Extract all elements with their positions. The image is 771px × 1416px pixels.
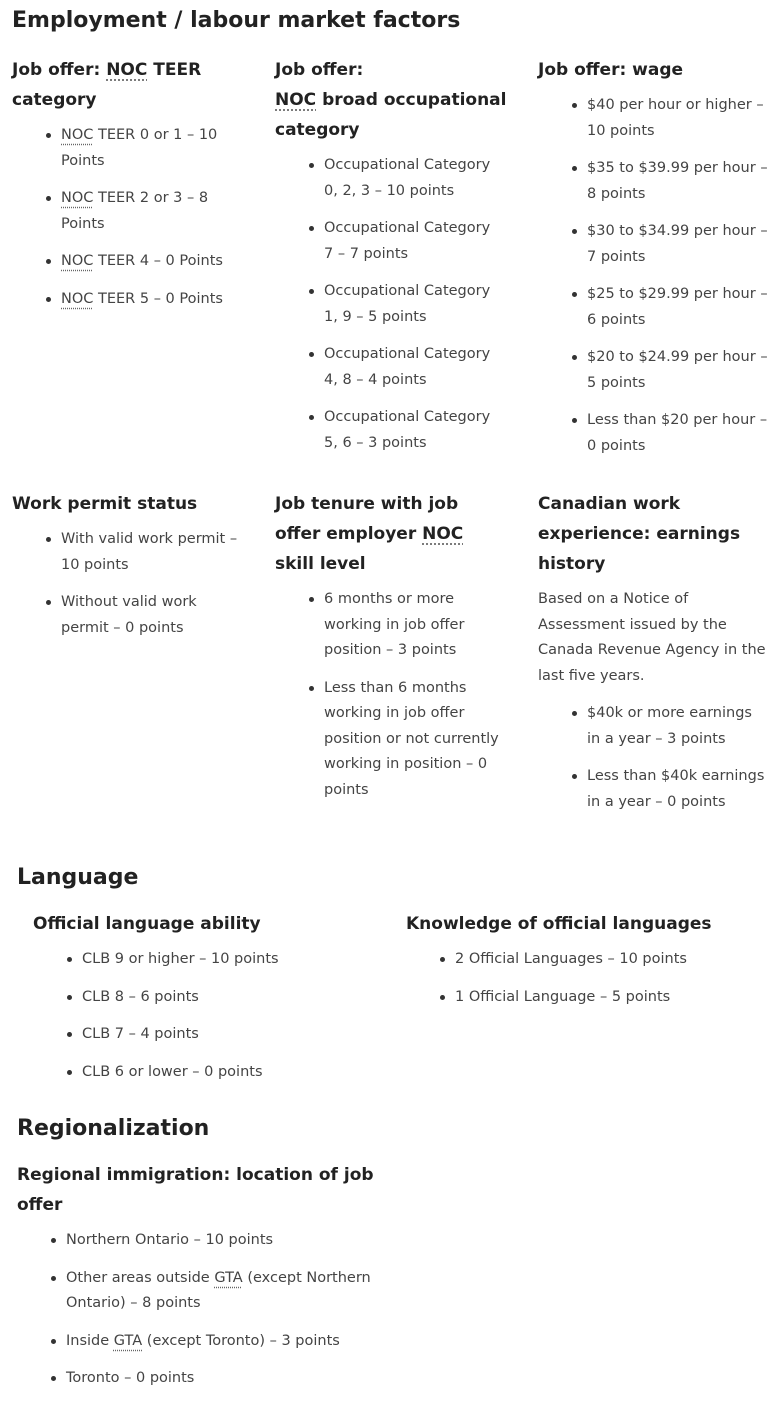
noc-broad-section: [275, 55, 515, 468]
noc-teer-title: Job offer: NOC TEER category: [12, 60, 202, 110]
list-item: CLB 6 or lower – 0 points: [33, 1060, 373, 1086]
regional-title: Regional immigration: location of job offer: [17, 1165, 374, 1215]
regional-list: [17, 1228, 387, 1392]
language-knowledge-list: [406, 947, 756, 1010]
list-item: $35 to $39.99 per hour – 8 points: [538, 156, 768, 207]
list-item: Toronto – 0 points: [17, 1366, 387, 1392]
regional-section: [17, 1160, 387, 1404]
tenure-title: Job tenure with job offer employer NOC skill level: [275, 494, 464, 574]
tenure-list: [275, 587, 505, 803]
earnings-description: Based on a Notice of Assessment issued by the Canada Revenue Agency in the last five years.: [538, 591, 766, 684]
earnings-list: [538, 701, 768, 815]
list-item: $40k or more earnings in a year – 3 points: [538, 701, 768, 752]
list-item: NOC TEER 0 or 1 – 10 Points: [12, 123, 242, 174]
list-item: Occupational Category 0, 2, 3 – 10 points: [275, 153, 500, 204]
permit-list: [12, 527, 242, 641]
list-item: Occupational Category 5, 6 – 3 points: [275, 405, 500, 456]
list-item: NOC TEER 5 – 0 Points: [12, 287, 242, 313]
noc-broad-title: Job offer: NOC broad occupational category: [275, 60, 507, 140]
noc-broad-list: [275, 153, 500, 456]
earnings-section: [538, 489, 768, 827]
list-item: NOC TEER 4 – 0 Points: [12, 249, 242, 275]
list-item: Less than $40k earnings in a year – 0 points: [538, 764, 768, 815]
list-item: $25 to $29.99 per hour – 6 points: [538, 282, 768, 333]
noc-abbr: NOC: [106, 60, 148, 80]
list-item: Other areas outside GTA (except Northern Ontario) – 8 points: [17, 1266, 387, 1317]
permit-section: [12, 489, 242, 653]
wage-list: [538, 93, 768, 459]
list-item: 1 Official Language – 5 points: [406, 985, 756, 1011]
list-item: NOC TEER 2 or 3 – 8 Points: [12, 186, 242, 237]
language-knowledge-section: [406, 909, 756, 1022]
regionalization-heading: Regionalization: [17, 1116, 210, 1141]
wage-section: [538, 55, 768, 471]
language-heading: Language: [17, 865, 139, 890]
language-ability-list: [33, 947, 373, 1085]
noc-abbr: NOC: [275, 90, 317, 110]
list-item: $40 per hour or higher – 10 points: [538, 93, 768, 144]
list-item: Northern Ontario – 10 points: [17, 1228, 387, 1254]
language-ability-title: Official language ability: [33, 914, 261, 934]
list-item: With valid work permit – 10 points: [12, 527, 242, 578]
employment-heading: Employment / labour market factors: [12, 8, 461, 33]
earnings-title: Canadian work experience: earnings history: [538, 494, 741, 574]
list-item: $30 to $34.99 per hour – 7 points: [538, 219, 768, 270]
gta-abbr: GTA: [113, 1332, 143, 1349]
list-item: Inside GTA (except Toronto) – 3 points: [17, 1329, 387, 1355]
tenure-section: [275, 489, 505, 815]
permit-title: Work permit status: [12, 494, 198, 514]
list-item: Less than 6 months working in job offer position or not currently working in position – 0 points: [275, 676, 505, 804]
list-item: Occupational Category 4, 8 – 4 points: [275, 342, 500, 393]
list-item: Without valid work permit – 0 points: [12, 590, 242, 641]
list-item: Less than $20 per hour – 0 points: [538, 408, 768, 459]
language-knowledge-title: Knowledge of official languages: [406, 914, 712, 934]
list-item: CLB 7 – 4 points: [33, 1022, 373, 1048]
gta-abbr: GTA: [214, 1269, 243, 1286]
noc-teer-list: [12, 123, 242, 312]
list-item: CLB 9 or higher – 10 points: [33, 947, 373, 973]
language-ability-section: [33, 909, 373, 1097]
wage-title: Job offer: wage: [538, 60, 684, 80]
list-item: 6 months or more working in job offer position – 3 points: [275, 587, 505, 664]
noc-teer-section: [12, 55, 242, 324]
list-item: Occupational Category 1, 9 – 5 points: [275, 279, 500, 330]
list-item: $20 to $24.99 per hour – 5 points: [538, 345, 768, 396]
noc-abbr: NOC: [422, 524, 464, 544]
list-item: Occupational Category 7 – 7 points: [275, 216, 500, 267]
list-item: CLB 8 – 6 points: [33, 985, 373, 1011]
list-item: 2 Official Languages – 10 points: [406, 947, 756, 973]
